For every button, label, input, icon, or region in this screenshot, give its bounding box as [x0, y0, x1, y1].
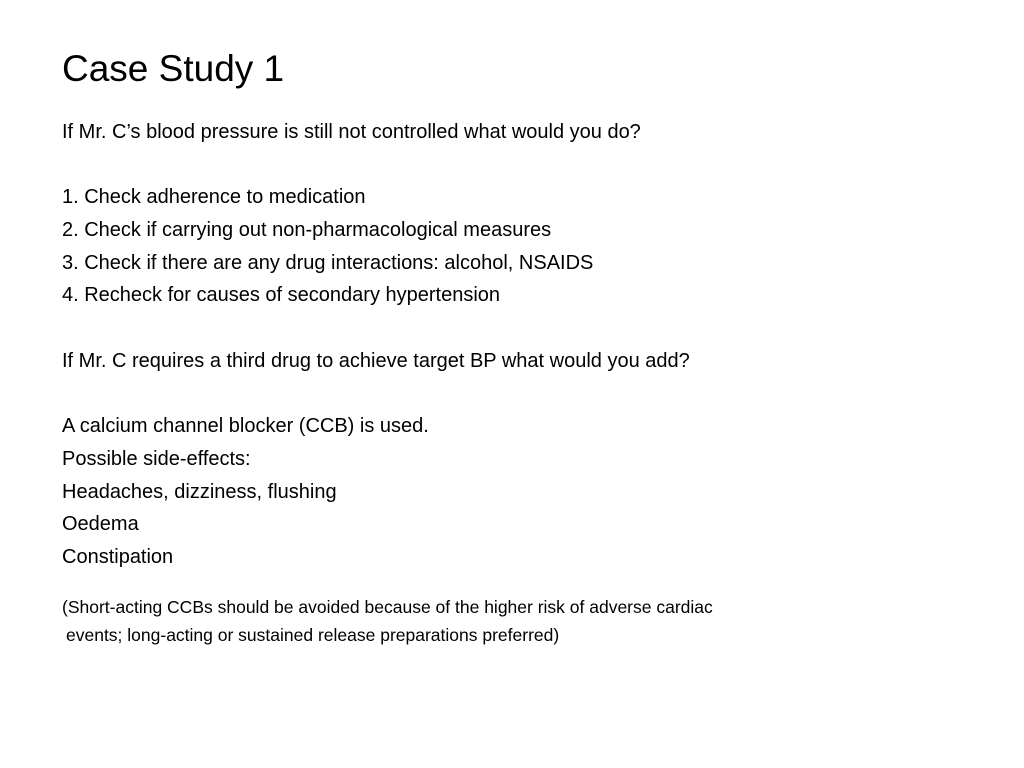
note-line-2: events; long-acting or sustained release preparations preferred) [66, 624, 560, 645]
spacer [62, 312, 982, 345]
slide-body [62, 116, 982, 649]
step-item: 1. Check adherence to medication [62, 186, 366, 209]
side-effect-item: Headaches, dizziness, flushing [62, 480, 337, 503]
spacer [62, 149, 982, 182]
answer-ccb: A calcium channel blocker (CCB) is used. [62, 415, 429, 438]
spacer [62, 378, 982, 411]
step-item: 4. Recheck for causes of secondary hypertension [62, 284, 501, 307]
note-line-1: (Short-acting CCBs should be avoided because of the higher risk of adverse cardiac [62, 596, 713, 617]
step-item: 2. Check if carrying out non-pharmacological measures [62, 219, 552, 242]
side-effect-item: Oedema [62, 513, 139, 536]
step-item: 3. Check if there are any drug interactions: alcohol, NSAIDS [62, 251, 594, 274]
side-effects-heading: Possible side-effects: [62, 447, 251, 470]
side-effect-item: Constipation [62, 545, 174, 568]
slide-title: Case Study 1 [62, 48, 285, 89]
question-third-drug: If Mr. C requires a third drug to achieve target BP what would you add? [62, 349, 690, 372]
question-uncontrolled-bp: If Mr. C’s blood pressure is still not controlled what would you do? [62, 121, 641, 143]
spacer [62, 574, 982, 593]
